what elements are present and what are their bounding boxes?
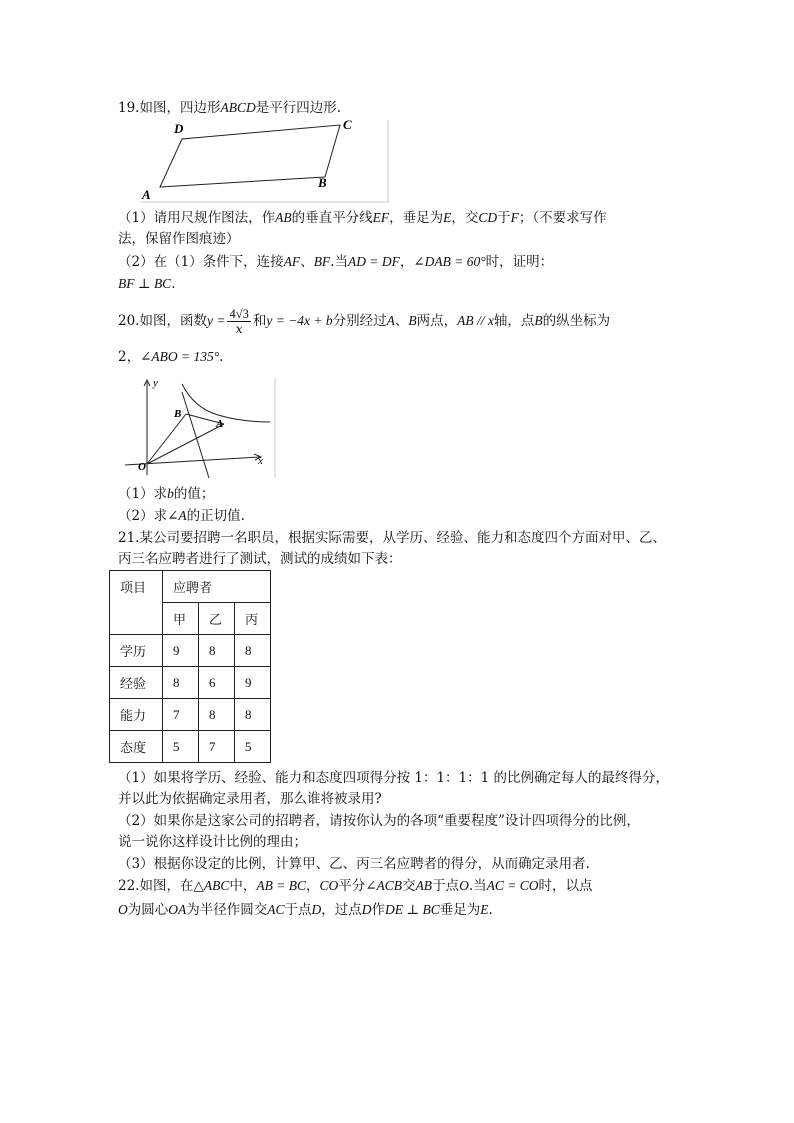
table-header-cell: 甲: [163, 603, 199, 635]
label-c: C: [343, 117, 352, 132]
q19-part1: （1）请用尺规作图法，作AB的垂直平分线EF，垂足为E，交CD于F；（不要求写作: [118, 210, 607, 226]
parallelogram-abcd: [160, 125, 340, 187]
table-cell: 8: [235, 699, 271, 731]
line-linear: [182, 392, 209, 478]
label-a: A: [216, 418, 224, 430]
q19-part1-line2: 法，保留作图痕迹）: [118, 231, 240, 247]
table-cell: 6: [199, 667, 235, 699]
label-d: D: [174, 121, 184, 136]
table-header-row: [110, 571, 271, 603]
table-corner-cell: 项目: [110, 571, 163, 635]
q20-part1: （1）求b的值；: [118, 486, 215, 502]
table-row: [110, 667, 271, 699]
table-cell: 8: [199, 699, 235, 731]
q21-part2: （2）如果你是这家公司的招聘者，请按你认为的各项“重要程度”设计四项得分的比例，: [118, 813, 640, 829]
q19-part2: （2）在（1）条件下，连接AF、BF.当AD = DF，∠DAB = 60°时，证明：: [118, 254, 554, 270]
score-table: [109, 570, 271, 763]
table-item-cell: 能力: [110, 699, 163, 731]
table-cell: 9: [235, 667, 271, 699]
table-header-cell: 丙: [235, 603, 271, 635]
label-b: B: [318, 175, 327, 190]
parallelogram-figure: [140, 115, 392, 205]
q21-part3: （3）根据你设定的比例，计算甲、乙、丙三名应聘者的得分，从而确定录用者.: [118, 856, 590, 872]
fraction: $\frac{4√3}{x}$: [229, 307, 249, 336]
table-group-header: 应聘者: [163, 571, 271, 603]
table-cell: 8: [163, 667, 199, 699]
table-row: [110, 699, 271, 731]
table-header-cell: 乙: [199, 603, 235, 635]
label-y: y: [153, 377, 158, 389]
q20-part2: （2）求∠A的正切值.: [118, 508, 245, 524]
table-item-cell: 经验: [110, 667, 163, 699]
q21-intro-line2: 丙三名应聘者进行了测试，测试的成绩如下表：: [118, 551, 402, 567]
table-cell: 8: [235, 635, 271, 667]
q20-intro-line2: 2，∠ABO = 135°.: [118, 349, 224, 365]
q22-line2: O为圆心OA为半径作圆交AC于点D，过点D作DE ⊥ BC垂足为E.: [118, 902, 493, 918]
line-ob: [147, 414, 186, 464]
label-a: A: [142, 187, 151, 202]
line-oa: [147, 424, 224, 464]
table-cell: 8: [199, 635, 235, 667]
label-b: B: [174, 408, 182, 420]
q21-part1-line2: 并以此为依据确定录用者，那么谁将被录用?: [118, 791, 382, 807]
table-cell: 7: [163, 699, 199, 731]
q20-intro: 20.如图，函数y = $\frac{4√3}{x}$ 和y = −4x + b分别经过A、B两点，AB // x轴，点B的纵坐标为: [118, 307, 611, 336]
q22-line1: 22.如图，在△ABC中，AB = BC，CO平分∠ACB交AB于点O.当AC = CO时，以点: [118, 878, 593, 894]
table-row: [110, 635, 271, 667]
table-cell: 5: [235, 731, 271, 763]
q19-intro: 19.如图，四边形ABCD是平行四边形.: [118, 100, 342, 116]
label-o: O: [138, 461, 146, 473]
table-item-cell: 态度: [110, 731, 163, 763]
table-cell: 5: [163, 731, 199, 763]
function-graph-figure: [120, 372, 280, 482]
q21-part2-line2: 说一说你这样设计比例的理由；: [118, 834, 307, 850]
table-item-cell: 学历: [110, 635, 163, 667]
table-cell: 7: [199, 731, 235, 763]
q21-part1: （1）如果将学历、经验、能力和态度四项得分按 1：1：1：1 的比例确定每人的最终得分，: [118, 770, 670, 786]
table-cell: 9: [163, 635, 199, 667]
table-row: [110, 731, 271, 763]
q19-part2-line2: BF ⊥ BC.: [118, 276, 176, 292]
label-x: x: [258, 455, 263, 467]
q21-intro: 21.某公司要招聘一名职员，根据实际需要，从学历、经验、能力和态度四个方面对甲、乙、: [118, 530, 666, 546]
